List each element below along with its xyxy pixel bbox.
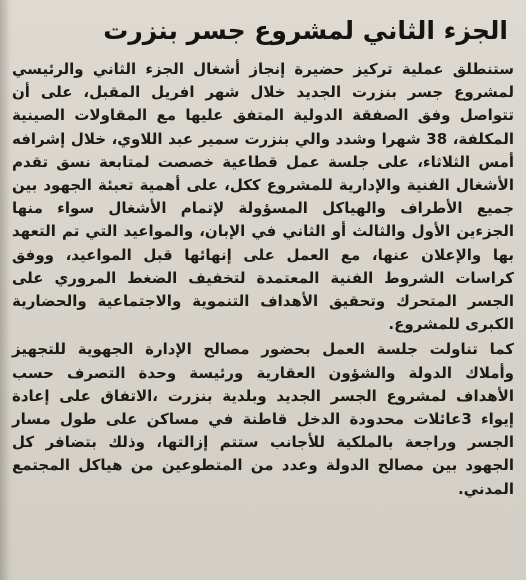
article-body	[12, 58, 514, 501]
article-paragraph-1: ستنطلق عملية تركيز حضيرة إنجاز أشغال الجزء الثاني والرئيسي لمشروع جسر بنزرت الجديد خلال شهر افريل المقبل، على أن تتواصل وفق الصفقة الدولية المتفق عليها مع المقاولات الصينية المكلفة، 38 شهرا وشدد والي بنزرت سمير عبد اللاوي، خلال إشرافه أمس الثلاثاء، على جلسة عمل قطاعية خصصت لمتابعة نسق تقدم الأشغال الفنية والإدارية للمشروع ككل، على أهمية تعبئة الجهود بين جميع الأطراف والهياكل المسؤولة لإتمام الأشغال سواء منها الجزءين الأول والثالث أو الثاني في الإبان، والمواعيد التي تم التعهد بها والإعلان عنها، مع العمل على إنهائها قبل المواعيد، ووفق كراسات الشروط الفنية المعتمدة لتخفيف الضغط المروري على الجسر المتحرك وتحقيق الأهداف التنموية والاجتماعية والحضارية الكبرى للمشروع.	[12, 60, 514, 334]
article-headline: الجزء الثاني لمشروع جسر بنزرت	[103, 16, 508, 45]
article-paragraph-2: كما تناولت جلسة العمل بحضور مصالح الإدارة الجهوية للتجهيز وأملاك الدولة والشؤون العقارية ورئيسة وحدة التصرف حسب الأهداف لمشروع الجسر الجديد وبلدية بنزرت ،الاتفاق على إعادة إيواء 3عائلات محدودة الدخل قاطنة في مساكن على طول مسار الجسر وراجعة بالملكية للأجانب ستتم إزالتها، وذلك بتضافر كل الجهود بين مصالح الدولة وعدد من المتطوعين من هياكل المجتمع المدني.	[12, 340, 514, 498]
page-edge-shadow	[0, 0, 10, 580]
